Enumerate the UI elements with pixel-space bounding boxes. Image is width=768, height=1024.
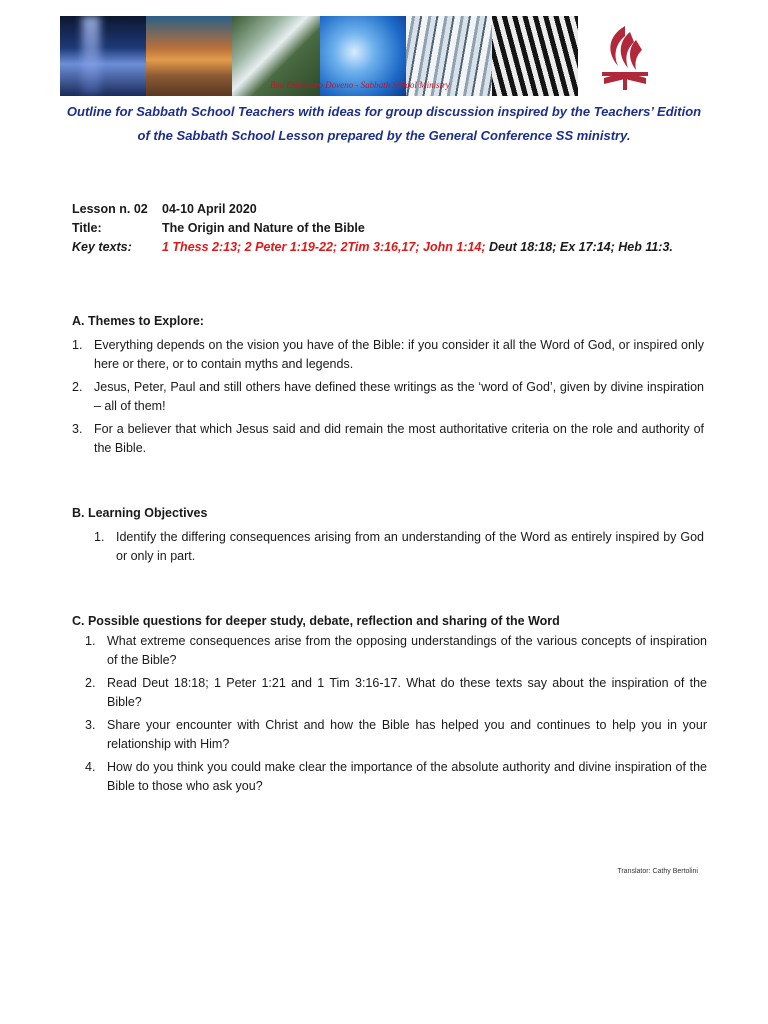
- lesson-title: The Origin and Nature of the Bible: [162, 221, 365, 235]
- lesson-number-row: [72, 200, 673, 219]
- banner-caption: Bea Erbessuro Doveno - Sabbath School Ministry: [270, 80, 450, 90]
- list-text: Jesus, Peter, Paul and still others have defined these writings as the ‘word of God’, given by divine inspiration – all of them!: [94, 380, 704, 413]
- section-a-list: [72, 336, 704, 462]
- section-b-heading: B. Learning Objectives: [72, 506, 208, 520]
- key-texts-secondary: Deut 18:18; Ex 17:14; Heb 11:3.: [485, 240, 673, 254]
- section-c-list: [85, 632, 707, 800]
- lesson-title-row: [72, 219, 673, 238]
- list-number: 1.: [72, 338, 83, 352]
- list-item: [72, 336, 704, 374]
- list-text: What extreme consequences arise from the opposing understandings of the various concepts of inspiration of the Bible?: [107, 634, 707, 667]
- intro-text: [60, 100, 708, 148]
- list-number: 2.: [85, 676, 96, 690]
- list-text: How do you think you could make clear the importance of the absolute authority and divine inspiration of the Bible to those who ask you?: [107, 760, 707, 793]
- banner-image-sunset-sea: [146, 16, 232, 96]
- key-texts-primary: 1 Thess 2:13; 2 Peter 1:19-22; 2Tim 3:16,17; John 1:14;: [162, 240, 486, 254]
- banner-image-zebra: [492, 16, 578, 96]
- section-a-heading: A. Themes to Explore:: [72, 314, 204, 328]
- church-flame-logo-icon: [596, 22, 654, 92]
- lesson-number: Lesson n. 02: [72, 202, 148, 216]
- list-item: [85, 632, 707, 670]
- list-number: 4.: [85, 760, 96, 774]
- list-number: 3.: [85, 718, 96, 732]
- key-texts-label: Key texts:: [72, 240, 132, 254]
- lesson-dates: 04-10 April 2020: [162, 202, 257, 216]
- key-texts-row: [72, 238, 673, 257]
- list-number: 3.: [72, 422, 83, 436]
- translator-credit: Translator: Cathy Bertolini: [617, 868, 698, 875]
- section-c-heading: C. Possible questions for deeper study, debate, reflection and sharing of the Word: [72, 614, 560, 628]
- lesson-info: [72, 200, 673, 257]
- banner-image-light: [60, 16, 146, 96]
- list-item: [94, 528, 704, 566]
- banner-logo-tile: [578, 16, 672, 96]
- intro-line-2: of the Sabbath School Lesson prepared by the General Conference SS ministry.: [137, 128, 631, 143]
- list-item: [85, 758, 707, 796]
- list-number: 2.: [72, 380, 83, 394]
- section-b-list: [94, 528, 704, 570]
- key-texts: [162, 238, 673, 257]
- list-text: Read Deut 18:18; 1 Peter 1:21 and 1 Tim 3:16-17. What do these texts say about the inspiration of the Bible?: [107, 676, 707, 709]
- list-number: 1.: [94, 530, 105, 544]
- list-text: Everything depends on the vision you have of the Bible: if you consider it all the Word of God, or inspired only here or there, or to contain myths and legends.: [94, 338, 704, 371]
- list-text: Identify the differing consequences arising from an understanding of the Word as entirely inspired by God or only in part.: [116, 530, 704, 563]
- list-item: [72, 378, 704, 416]
- list-item: [85, 716, 707, 754]
- list-text: Share your encounter with Christ and how the Bible has helped you and continues to help you in your relationship with Him?: [107, 718, 707, 751]
- list-text: For a believer that which Jesus said and did remain the most authoritative criteria on the role and authority of the Bible.: [94, 422, 704, 455]
- title-label: Title:: [72, 221, 102, 235]
- list-number: 1.: [85, 634, 96, 648]
- list-item: [85, 674, 707, 712]
- intro-line-1: Outline for Sabbath School Teachers with ideas for group discussion inspired by the Teachers’ Edition: [66, 104, 702, 119]
- list-item: [72, 420, 704, 458]
